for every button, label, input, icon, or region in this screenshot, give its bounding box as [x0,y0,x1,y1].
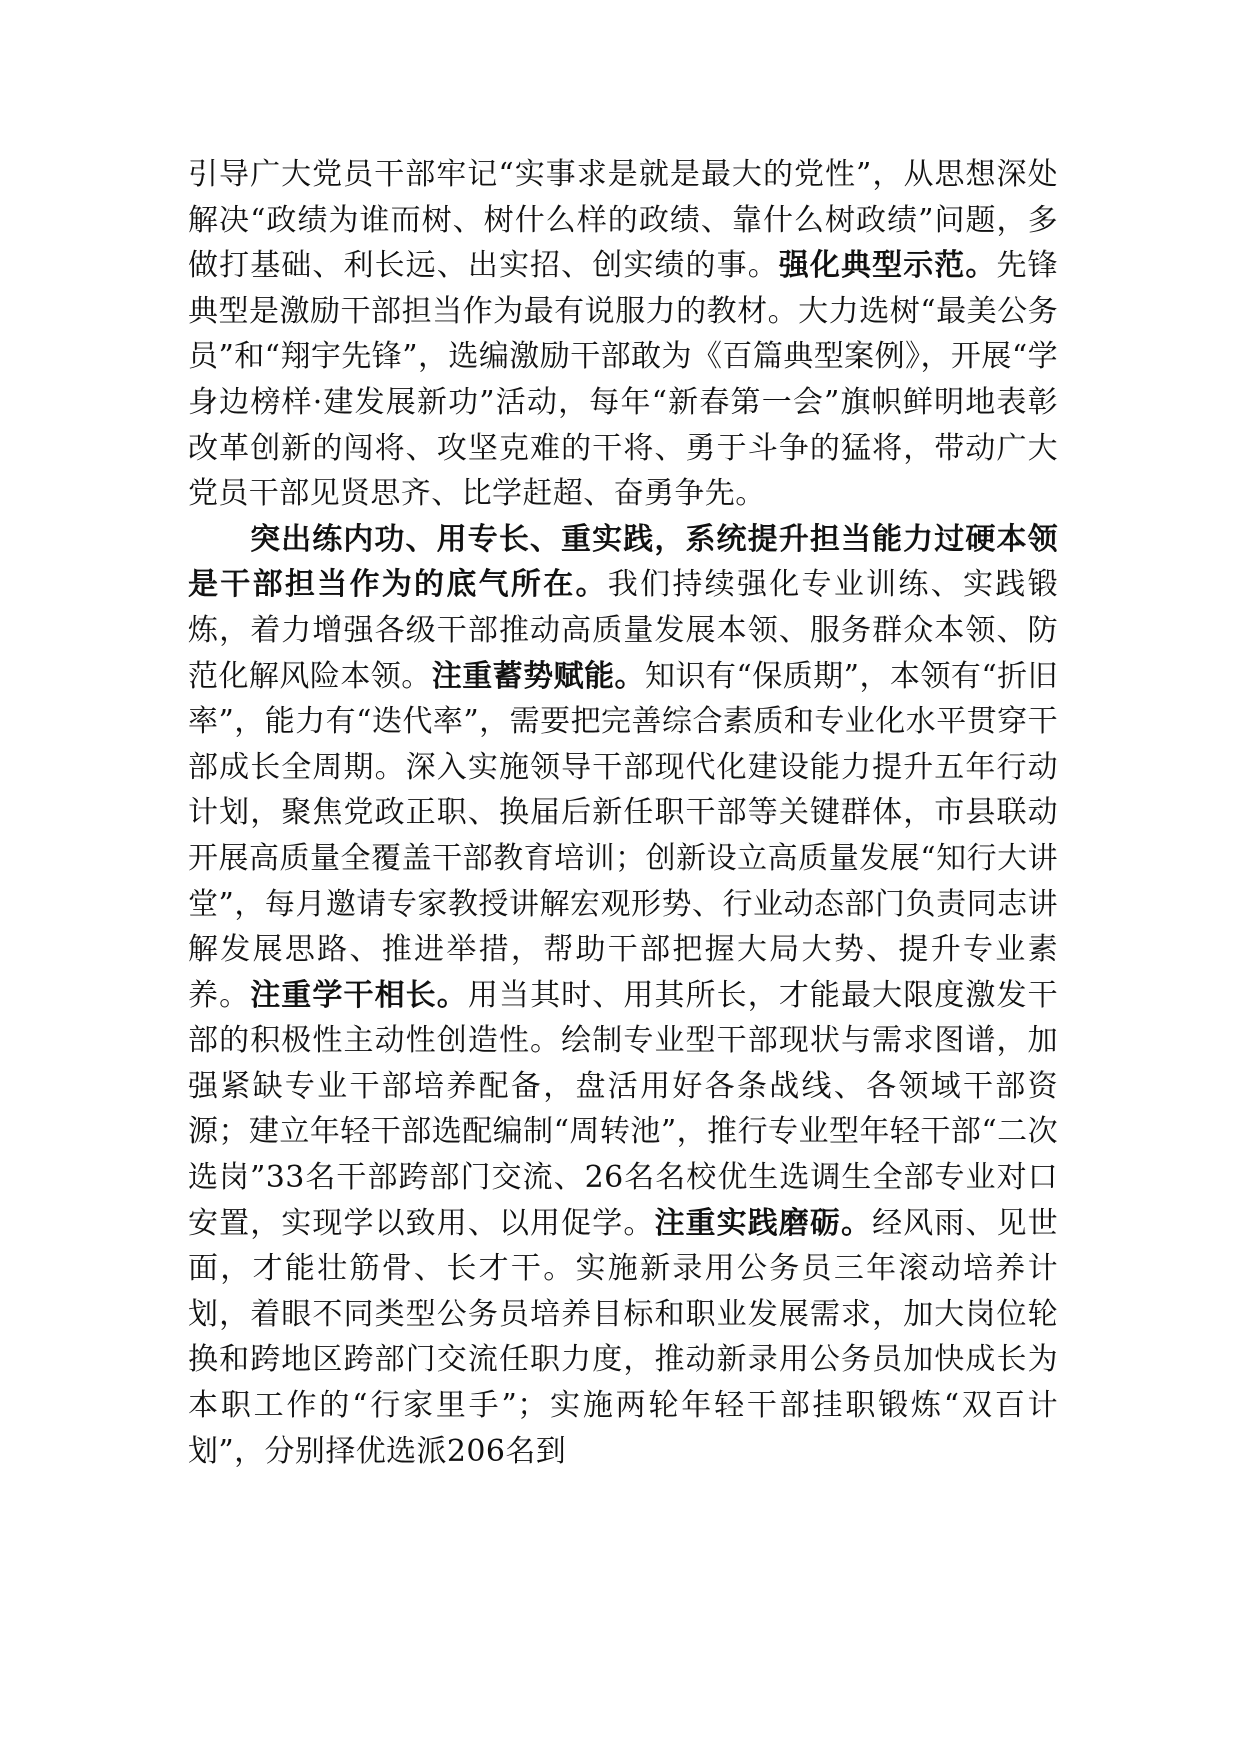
heading-accumulate-momentum: 注重蓄势赋能。 [431,658,646,694]
paragraph-2 [188,517,1058,1474]
paragraph-2-text-3: 用当其时、用其所长，才能最大限度激发干部的积极性主动性创造性。绘制专业型干部现状与需求图谱，加强紧缺专业干部培养配备，盘活用好各条战线、各领域干部资源；建立年轻干部选配编制“周转池”，推行专业型年轻干部“二次选岗”33名干部跨部门交流、26名名校优生选调生全部专业对口安置，实现学以致用、以用促学。 [188,977,1058,1241]
paragraph-1-text-1: 引导广大党员干部牢记“实事求是就是最大的党性”，从思想深处解决“政绩为谁而树、树什么样的政绩、靠什么树政绩”问题，多做打基础、利长远、出实招、创实绩的事。 [188,157,1058,284]
heading-practice-tempering: 注重实践磨砺。 [654,1205,873,1241]
document-body [188,152,1058,1474]
section-lead-heading: 突出练内功、用专长、重实践，系统提升担当能力过硬本领是干部担当作为的底气所在。 [188,521,1058,603]
paragraph-2-text-1: 我们持续强化专业训练、实践锻炼，着力增强各级干部推动高质量发展本领、服务群众本领、防范化解风险本领。 [188,567,1058,694]
paragraph-1 [188,152,1058,517]
paragraph-2-text-4: 经风雨、见世面，才能壮筋骨、长才干。实施新录用公务员三年滚动培养计划，着眼不同类型公务员培养目标和职业发展需求，加大岗位轮换和跨地区跨部门交流任职力度，推动新录用公务员加快成长为本职工作的“行家里手”；实施两轮年轻干部挂职锻炼“双百计划”，分别择优选派206名到 [188,1205,1058,1469]
paragraph-2-text-2: 知识有“保质期”，本领有“折旧率”，能力有“迭代率”，需要把完善综合素质和专业化水平贯穿干部成长全周期。深入实施领导干部现代化建设能力提升五年行动计划，聚焦党政正职、换届后新任职干部等关键群体，市县联动开展高质量全覆盖干部教育培训；创新设立高质量发展“知行大讲堂”，每月邀请专家教授讲解宏观形势、行业动态部门负责同志讲解发展思路、推进举措，帮助干部把握大局大势、提升专业素养。 [188,658,1058,1013]
heading-strengthen-typical-demonstration: 强化典型示范。 [778,248,997,284]
heading-learning-and-doing: 注重学干相长。 [250,977,468,1013]
paragraph-1-text-2: 先锋典型是激励干部担当作为最有说服力的教材。大力选树“最美公务员”和“翔宇先锋”，选编激励干部敢为《百篇典型案例》，开展“学身边榜样·建发展新功”活动，每年“新春第一会”旗帜鲜明地表彰改革创新的闯将、攻坚克难的干将、勇于斗争的猛将，带动广大党员干部见贤思齐、比学赶超、奋勇争先。 [188,248,1058,512]
